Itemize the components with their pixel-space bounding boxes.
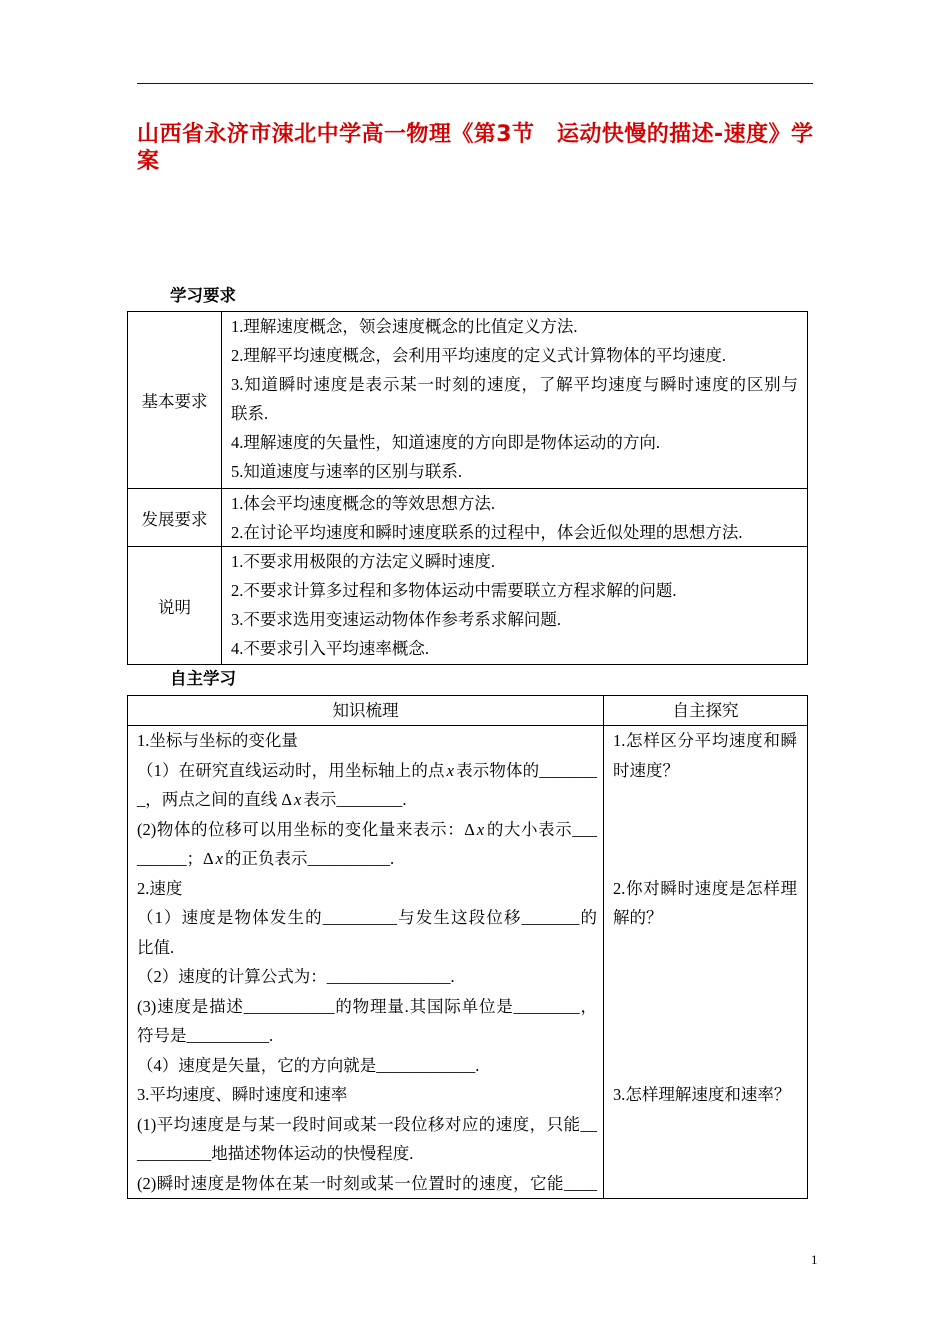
column-header-inquiry: 自主探究	[604, 696, 808, 726]
variable-x: x	[446, 760, 454, 780]
inquiry-column	[604, 726, 808, 1199]
column-header-knowledge: 知识梳理	[128, 696, 604, 726]
knowledge-line: 3.平均速度、瞬时速度和速率	[137, 1085, 348, 1104]
requirement-line: 3.知道瞬时速度是表示某一时刻的速度，了解平均速度与瞬时速度的区别与	[231, 375, 798, 394]
requirement-line: 3.不要求选用变速运动物体作参考系求解问题.	[231, 610, 561, 629]
requirement-line: 2.不要求计算多过程和多物体运动中需要联立方程求解的问题.	[231, 581, 677, 600]
knowledge-line	[137, 756, 597, 786]
variable-x: x	[294, 790, 302, 809]
knowledge-text: 的大小表示___	[486, 819, 597, 839]
knowledge-text: 表示________.	[303, 790, 407, 809]
row-label: 发展要求	[128, 489, 222, 547]
document-title	[137, 121, 813, 175]
requirement-line: 1.体会平均速度概念的等效思想方法.	[231, 494, 495, 513]
knowledge-text: _，两点之间的直线 Δ	[137, 790, 292, 809]
self-study-header-row	[128, 696, 808, 726]
knowledge-line: _________地描述物体运动的快慢程度.	[137, 1144, 414, 1163]
knowledge-line: (1)平均速度是与某一段时间或某一段位移对应的速度，只能__	[137, 1114, 597, 1134]
knowledge-line	[137, 815, 597, 845]
title-line-1: 山西省永济市涑北中学高一物理《第3节 运动快慢的描述-速度》学	[137, 122, 813, 147]
self-study-table	[127, 695, 808, 1199]
knowledge-line: (3)速度是描述___________的物理量.其国际单位是________，	[137, 996, 597, 1016]
inquiry-line: 2.你对瞬时速度是怎样理	[613, 878, 797, 898]
section-heading-self-study: 自主学习	[170, 669, 236, 688]
requirement-line: 联系.	[231, 404, 269, 423]
row-label: 说明	[128, 547, 222, 665]
title-line-2: 案	[137, 149, 160, 174]
knowledge-line: 符号是__________.	[137, 1026, 274, 1045]
knowledge-text: (2)物体的位移可以用坐标的变化量来表示：Δ	[137, 819, 475, 839]
knowledge-line: （1）速度是物体发生的_________与发生这段位移_______的	[137, 908, 597, 927]
row-content	[222, 489, 808, 547]
knowledge-text: ______；Δ	[137, 849, 214, 868]
requirement-line: 4.不要求引入平均速率概念.	[231, 639, 429, 658]
inquiry-line: 1.怎样区分平均速度和瞬	[613, 731, 797, 750]
knowledge-text: 的正负表示__________.	[224, 849, 395, 868]
knowledge-column	[128, 726, 604, 1199]
requirement-line: 2.在讨论平均速度和瞬时速度联系的过程中，体会近似处理的思想方法.	[231, 523, 743, 542]
knowledge-line: 比值.	[137, 937, 175, 957]
requirement-line: 5.知道速度与速率的区别与联系.	[231, 462, 462, 481]
inquiry-spacer	[613, 785, 797, 874]
row-content	[222, 547, 808, 665]
requirement-line: 1.不要求用极限的方法定义瞬时速度.	[231, 552, 495, 571]
knowledge-line: （2）速度的计算公式为：_______________.	[137, 967, 455, 986]
page-number: 1	[811, 1252, 818, 1267]
section-heading-requirements: 学习要求	[170, 286, 236, 305]
inquiry-line: 3.怎样理解速度和速率？	[613, 1085, 791, 1104]
knowledge-line: 2.速度	[137, 878, 183, 898]
requirement-line: 2.理解平均速度概念，会利用平均速度的定义式计算物体的平均速度.	[231, 346, 726, 365]
knowledge-text: 表示物体的_______	[456, 760, 598, 780]
knowledge-line	[137, 785, 597, 815]
self-study-body-row	[128, 726, 808, 1199]
knowledge-line: (2)瞬时速度是物体在某一时刻或某一位置时的速度，它能____	[137, 1173, 597, 1193]
requirements-row-development	[128, 489, 808, 547]
knowledge-text: （1）在研究直线运动时，用坐标轴上的点	[137, 760, 445, 780]
knowledge-line: （4）速度是矢量，它的方向就是____________.	[137, 1055, 480, 1075]
variable-x: x	[476, 819, 485, 839]
requirements-row-notes	[128, 547, 808, 665]
requirement-line: 1.理解速度概念，领会速度概念的比值定义方法.	[231, 317, 578, 336]
inquiry-spacer	[613, 933, 797, 1081]
inquiry-line: 解的？	[613, 908, 663, 927]
knowledge-line: 1.坐标与坐标的变化量	[137, 731, 298, 750]
header-rule	[137, 83, 813, 84]
requirements-row-basic	[128, 312, 808, 489]
knowledge-line	[137, 844, 597, 874]
inquiry-line: 时速度？	[613, 760, 679, 780]
requirements-table	[127, 311, 808, 665]
row-content	[222, 312, 808, 489]
row-label: 基本要求	[128, 312, 222, 489]
variable-x: x	[215, 849, 223, 868]
requirement-line: 4.理解速度的矢量性，知道速度的方向即是物体运动的方向.	[231, 433, 660, 452]
